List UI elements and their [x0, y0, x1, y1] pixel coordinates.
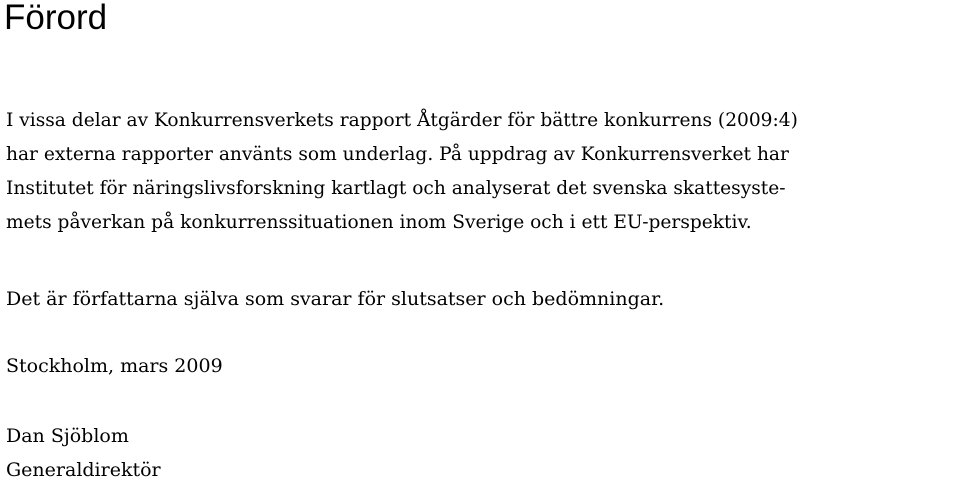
- signature-title: Generaldirektör: [6, 459, 161, 481]
- place-date-text: Stockholm, mars 2009: [6, 355, 223, 377]
- responsibility-paragraph: [6, 282, 664, 316]
- intro-paragraph-line: har externa rapporter använts som underlag. På uppdrag av Konkurrensverket har: [6, 144, 789, 165]
- signature-block: [6, 419, 161, 487]
- intro-paragraph-line: I vissa delar av Konkurrensverkets rapport Åtgärder för bättre konkurrens (2009:4): [6, 110, 798, 131]
- page-title: Förord: [4, 0, 108, 37]
- intro-paragraph: [6, 104, 798, 240]
- signature-name: Dan Sjöblom: [6, 425, 129, 447]
- intro-paragraph-line: Institutet för näringslivsforskning kartlagt och analyserat det svenska skattesyste-: [6, 178, 786, 199]
- intro-paragraph-line: mets påverkan på konkurrenssituationen inom Sverige och i ett EU-perspektiv.: [6, 212, 752, 233]
- place-date: [6, 349, 223, 383]
- responsibility-text: Det är författarna själva som svarar för slutsatser och bedömningar.: [6, 288, 665, 310]
